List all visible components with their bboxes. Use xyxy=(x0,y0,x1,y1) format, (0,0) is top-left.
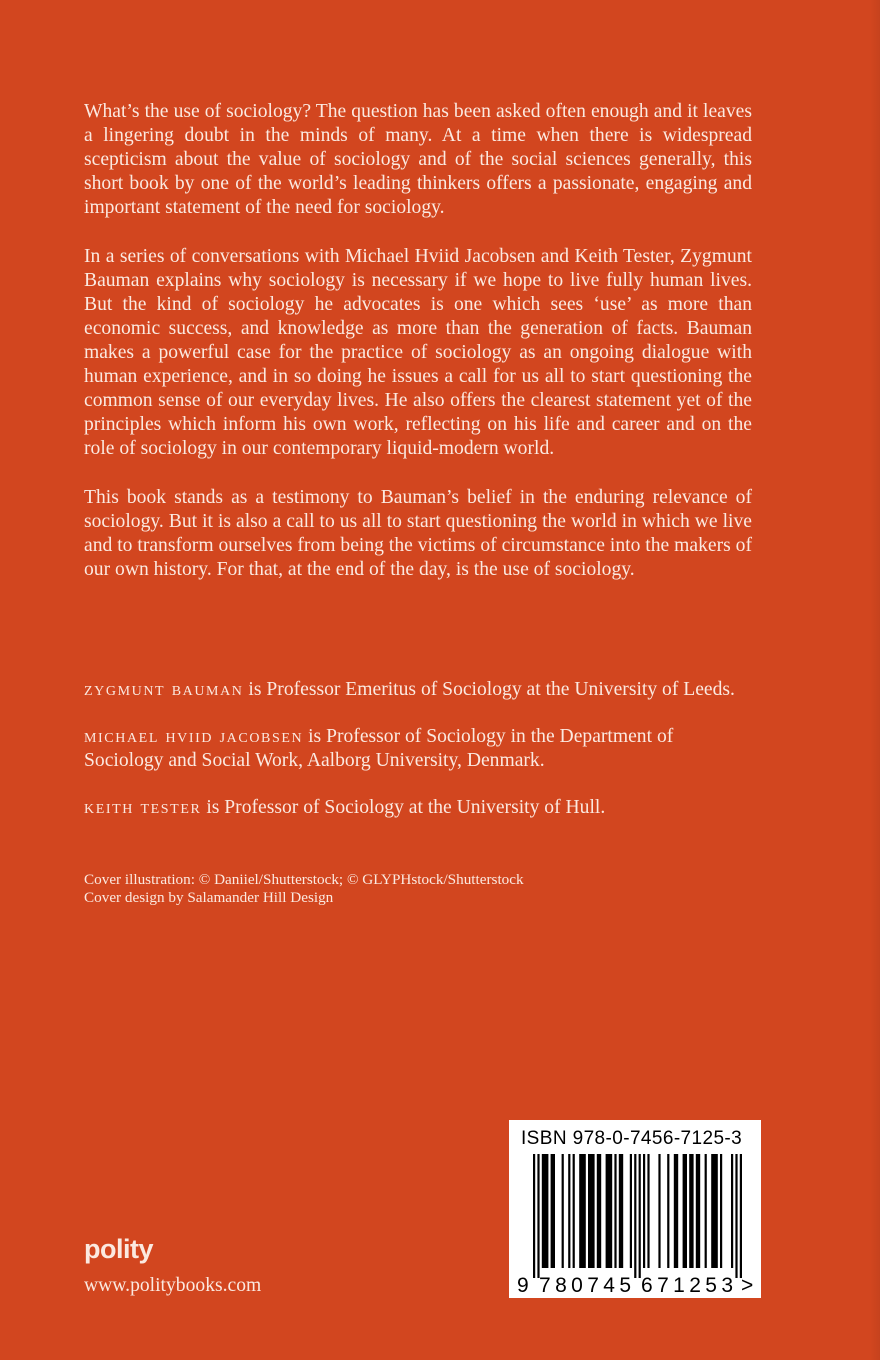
barcode-bar-12 xyxy=(614,1154,616,1268)
barcode-bar-11 xyxy=(606,1154,613,1268)
barcode-bar-23 xyxy=(689,1154,693,1268)
barcode-bar-16 xyxy=(639,1154,641,1278)
isbn-label: ISBN 978-0-7456-7125-3 xyxy=(521,1128,743,1149)
barcode-bar-27 xyxy=(720,1154,722,1268)
bio-name: keith tester xyxy=(84,797,202,818)
barcode-bar-7 xyxy=(573,1154,575,1268)
barcode-bar-30 xyxy=(740,1154,742,1278)
isbn-barcode xyxy=(509,1120,761,1298)
barcode-bar-13 xyxy=(619,1154,623,1268)
bio-name: zygmunt bauman xyxy=(84,679,244,700)
publisher-website: www.politybooks.com xyxy=(84,1275,262,1296)
ean-first-digit: 9 xyxy=(517,1274,529,1297)
barcode-bar-5 xyxy=(562,1154,564,1268)
illustration-credit: Cover illustration: © Daniiel/Shutterstock; © GLYPHstock/Shutterstock xyxy=(84,871,524,888)
barcode-image xyxy=(509,1120,761,1298)
barcode-bar-20 xyxy=(667,1154,669,1268)
bio-text: is Professor of Sociology in the Department of Sociology and Social Work, Aalborg University, Denmark. xyxy=(84,726,674,771)
barcode-bar-6 xyxy=(568,1154,570,1268)
blurb-paragraph-1: What’s the use of sociology? The question has been asked often enough and it leaves a lingering doubt in the minds of many. At a time when there is widespread scepticism about the value of sociology and of the social sciences generally, this short book by one of the world’s leading thinkers offers a passionate, engaging and important statement of the need for sociology. xyxy=(84,101,752,218)
barcode-bar-25 xyxy=(705,1154,707,1268)
blurb-paragraph-3: This book stands as a testimony to Bauman’s belief in the enduring relevance of sociology. But it is also a call to us all to start questioning the world in which we live and to transform ourselves from being the victims of circumstance into the makers of our own history. For that, at the end of the day, is the use of sociology. xyxy=(84,487,752,580)
ean-right-group: 671253 xyxy=(641,1274,733,1297)
design-credit: Cover design by Salamander Hill Design xyxy=(84,889,334,906)
spine-shadow xyxy=(870,0,880,1360)
barcode-bar-18 xyxy=(647,1154,649,1268)
barcode-bar-15 xyxy=(634,1154,636,1278)
cover-credits xyxy=(84,871,524,907)
ean-left-group: 780745 xyxy=(539,1274,631,1297)
barcode-bar-29 xyxy=(735,1154,737,1278)
bio-name: michael hviid jacobsen xyxy=(84,726,304,747)
barcode-bar-22 xyxy=(683,1154,687,1268)
author-bios xyxy=(84,678,752,843)
barcode-bar-28 xyxy=(731,1154,733,1268)
bio-text: is Professor of Sociology at the University of Hull. xyxy=(201,797,606,818)
bio-text: is Professor Emeritus of Sociology at the University of Leeds. xyxy=(243,679,735,700)
barcode-bars xyxy=(533,1154,742,1278)
barcode-bar-26 xyxy=(711,1154,718,1268)
bio-michael-hviid-jacobsen xyxy=(84,725,752,773)
barcode-bar-21 xyxy=(674,1154,678,1268)
barcode-bar-10 xyxy=(597,1154,601,1268)
barcode-bar-4 xyxy=(551,1154,555,1268)
barcode-bar-17 xyxy=(643,1154,645,1268)
ean-end-marker: > xyxy=(741,1274,754,1297)
blurb-paragraph-2: In a series of conversations with Michael Hviid Jacobsen and Keith Tester, Zygmunt Bauman explains why sociology is necessary if we hope to live fully human lives. But the kind of sociology he advocates is one which sees ‘use’ as more than economic success, and knowledge as more than the generation of facts. Bauman makes a powerful case for the practice of sociology as an ongoing dialogue with human experience, and in so doing he issues a call for us all to start questioning the common sense of our everyday lives. He also offers the clearest statement yet of the principles which inform his own work, reflecting on his life and career and on the role of sociology in our contemporary liquid-modern world. xyxy=(84,246,752,459)
barcode-bar-24 xyxy=(696,1154,700,1268)
bio-zygmunt-bauman xyxy=(84,678,752,702)
barcode-bar-19 xyxy=(658,1154,660,1268)
blurb-text xyxy=(84,100,752,607)
barcode-bar-1 xyxy=(533,1154,535,1278)
bio-keith-tester xyxy=(84,796,752,820)
barcode-bar-2 xyxy=(537,1154,539,1278)
polity-logo: polity xyxy=(84,1234,153,1264)
barcode-bar-14 xyxy=(630,1154,632,1268)
barcode-bar-3 xyxy=(542,1154,549,1268)
barcode-bar-9 xyxy=(588,1154,595,1268)
barcode-bar-8 xyxy=(579,1154,586,1268)
